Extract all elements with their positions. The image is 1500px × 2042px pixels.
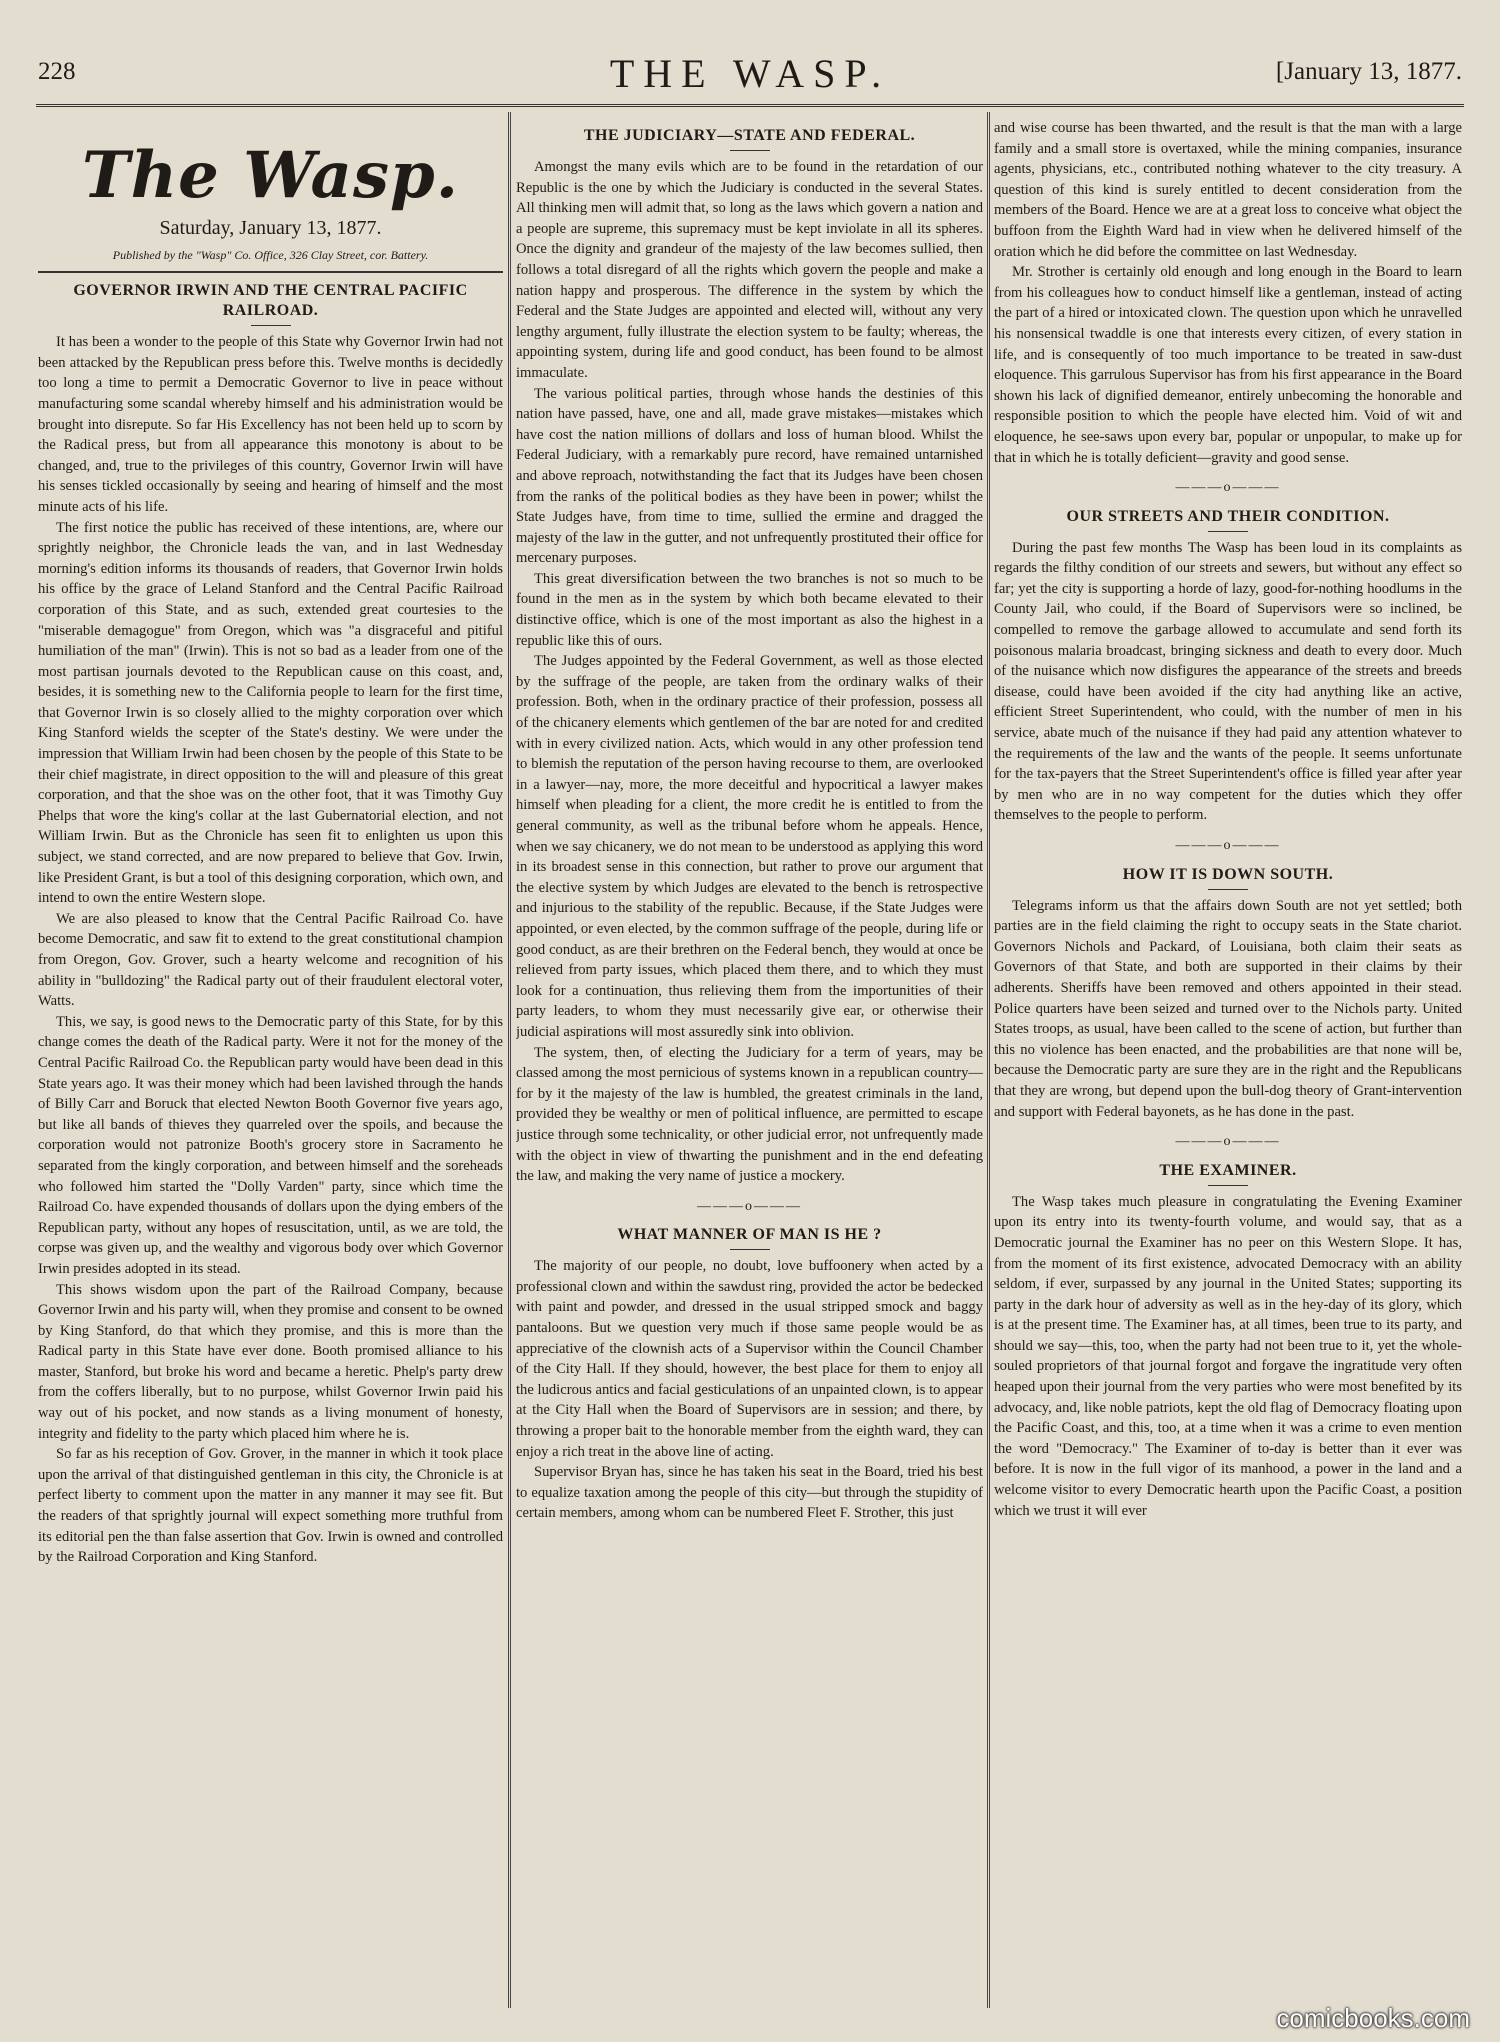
article-title: GOVERNOR IRWIN AND THE CENTRAL PACIFIC RAILROAD. [73, 282, 468, 320]
masthead: THE WASP. [609, 51, 891, 96]
paragraph: Telegrams inform us that the affairs down South are not yet settled; both parties are in the field claiming the right to occupy seats in the State chariot. Governors Nichols and Packard, of Louisiana, both claim their seats as Governors of that State, and both are supported in their claims by their adherents. Sheriffs have been removed and others appointed in their stead. Police quarters have been seized and turned over to the Nichols party. United States troops, as usual, have been called to the scene of action, but further than this no violence has been enacted, and the probabilities are that none will be, because the Democratic party are sure they are in the right and the Republicans that they are wrong, but depend upon the bull-dog theory of Grant-intervention and support with Federal bayonets, as he has done in the past. [994, 897, 1462, 1120]
paragraph: This shows wisdom upon the part of the Railroad Company, because Governor Irwin and his party will, when they promise and consent to be owned by King Stanford, do that which they promise, and this is more than the Radical party in this State have ever done. Booth promised alliance to his master, Stanford, but broke his word and became a heretic. Phelp's party drew from the coffers liberally, but to no purpose, whilst Governor Irwin paid his way out of his pocket, and now stands as a living monument of honesty, integrity and fidelity to the party which placed him where he is. [38, 1281, 503, 1442]
column-1 [38, 118, 503, 2006]
column-2 [516, 118, 983, 2006]
section-separator: ———o——— [1175, 480, 1281, 496]
article-title: WHAT MANNER OF MAN IS HE ? [617, 1226, 882, 1244]
article-title: THE JUDICIARY—STATE AND FEDERAL. [583, 127, 916, 144]
column-3 [994, 118, 1462, 2006]
paragraph: The system, then, of electing the Judiciary for a term of years, may be classed among the most pernicious of systems known in a republican country—for by it the majesty of the law is humbled, the greatest criminals in the land, provided they be wealthy or men of political influence, are permitted to escape justice through some technicality, or other judicial error, not unfrequently made with the object in view of thwarting the punishment and in the end defeating the law, and making the very name of justice a mockery. [516, 1044, 983, 1185]
paragraph: The various political parties, through whose hands the destinies of this nation have passed, have, one and all, made grave mistakes—mistakes which have cost the nation millions of dollars and loss of human blood. Whilst the Federal Judiciary, with a remarkably pure record, have remained untarnished and above reproach, notwithstanding the fact that its Judges have been chosen from the ranks of the political bodies as they have been in power; whilst the State Judges have, from time to time, sullied the ermine and dragged the majesty of the law in the gutter, and not unfrequently prostituted their office for mercenary purposes. [516, 385, 983, 567]
page-number: 228 [38, 58, 76, 85]
paragraph: We are also pleased to know that the Central Pacific Railroad Co. have become Democratic, and saw fit to extend to the great constitutional champion from Oregon, Gov. Grover, such a hearty welcome and recognition of his ability in "bulldozing" the Radical party out of their fraudulent electoral voter, Watts. [38, 910, 503, 1010]
header-date: [January 13, 1877. [1275, 58, 1462, 85]
paragraph: The Wasp takes much pleasure in congratulating the Evening Examiner upon its entry into its twenty-fourth volume, and would say, that as a Democratic journal the Examiner has no peer on this Western Slope. It has, from the moment of its first existence, advocated Democracy with an ability seldom, if ever, surpassed by any journal in the United States; supporting its party in the dark hour of adversity as well as in the hey-day of its glory, which is at the present time. The Examiner has, at all times, been true to its party, and should we say—this, too, when the party had not been true to it, yet the whole-souled proprietors of that journal forgot and forgave the ingratitude very often heaped upon their journal from the very parties who were most benefited by its advocacy, and, like noble patriots, kept the old flag of Democracy floating upon the Pacific Coast, and this, too, at a time when it was a crime to even mention the word "Democracy." The Examiner of to-day is better than it ever was before. It is now in the full vigor of its manhood, a power in the land and a welcome visitor to every Democratic hearth upon the Pacific Coast, a position which we trust it will ever [994, 1193, 1462, 1519]
divider [1208, 531, 1248, 532]
paragraph: The majority of our people, no doubt, love buffoonery when acted by a professional clown and within the sawdust ring, provided the actor be bedecked with paint and powder, and dressed in the usual stripped smock and baggy pantaloons. But we question very much if those same people would be as appreciative of the clownish acts of a Supervisor within the Council Chamber of the City Hall. If they should, however, the best place for them to enjoy all the ludicrous antics and facial gesticulations of an unpainted clown, is to appear at the City Hall when the Board of Supervisors are in session; and there, by throwing a proper bait to the honorable member from the eighth ward, they can enjoy a rich treat in the above line of acting. [516, 1258, 983, 1460]
paragraph: Amongst the many evils which are to be found in the retardation of our Republic is the one by which the Judiciary is conducted in the several States. All thinking men will admit that, so long as the laws which govern a nation and a people are supreme, this supremacy must be kept inviolate in all its spheres. Once the dignity and grandeur of the majesty of the law becomes sullied, then follows a total disregard of all the rights which govern the people and make a nation happy and prosperous. The difference in the system by which the Federal and the State Judges are appointed and elected will, without any very lengthy argument, fully illustrate the election system to be faulty; whereas, the appointing system, during life and good conduct, has been found to be almost immaculate. [516, 159, 983, 381]
newspaper-nameplate: The Wasp. [82, 138, 459, 213]
column-divider [987, 112, 990, 2008]
article-title: HOW IT IS DOWN SOUTH. [1122, 865, 1334, 883]
paragraph: Mr. Strother is certainly old enough and long enough in the Board to learn from his colleagues how to conduct himself like a gentleman, instead of acting the part of a hired or intoxicated clown. The question upon which he unravelled his nonsensical twaddle is one that interests every citizen, of every station in life, and is consequently of too much importance to be treated in saw-dust eloquence. This garrulous Supervisor has from his first appearance in the Board shown his lack of dignified demeanor, entirely unbecoming the honorable and responsible position to which the people have elected him. Void of wit and eloquence, he see-saws upon every bar, popular or unpopular, to make up for that in which he is totally deficient—gravity and good sense. [994, 264, 1462, 466]
paragraph: During the past few months The Wasp has been loud in its complaints as regards the filthy condition of our streets and sewers, but without any effect so far; yet the city is supporting a horde of lazy, good-for-nothing hoodlums in the County Jail, who could, if the Board of Supervisors were so inclined, be compelled to remove the garbage allowed to accumulate and send forth its poisonous malaria broadcast, bringing sickness and death to every door. Much of the nuisance which now disfigures the appearance of the streets and breeds disease, could have been avoided if the city had anything like an active, efficient Street Superintendent, who could, with the number of men in his service, abate much of the nuisance if they had paid any attention whatever to the requirements of the law and the wants of the people. It seems unfortunate for the tax-payers that the Street Superintendent's office is filled year after year by men who are in no way competent for the duties which they offer themselves to the people to perform. [994, 539, 1462, 824]
paragraph: This great diversification between the two branches is not so much to be found in the men as in the system by which both became elevated to their distinctive office, which is one of the most important as also the highest in a republic like this of ours. [516, 570, 983, 649]
nameplate-date: Saturday, January 13, 1877. [159, 217, 382, 239]
section-separator: ———o——— [1175, 1134, 1281, 1150]
divider [1208, 889, 1248, 890]
section-separator: ———o——— [697, 1198, 802, 1214]
page-header [0, 0, 1500, 98]
section-separator: ———o——— [1175, 838, 1281, 853]
divider [38, 271, 503, 273]
paragraph: and wise course has been thwarted, and the result is that the man with a large family and a small store is overtaxed, while the mining companies, insurance agents, physicians, etc., contributed nothing whatever to the city treasury. A question of this kind is surely entitled to decent consideration from the members of the Board. Hence we are at a great loss to conceive what object the buffoon from the Eighth Ward had in view when he delivered himself of the oration which he did before the committee on last Wednesday. [994, 120, 1462, 260]
paragraph: Supervisor Bryan has, since he has taken his seat in the Board, tried his best to equalize taxation among the people of this city—but through the stupidity of certain members, among whom can be numbered Fleet F. Strother, this just [516, 1464, 983, 1522]
divider [730, 1249, 770, 1250]
divider [1208, 1185, 1248, 1186]
publisher-line: Published by the "Wasp" Co. Office, 326 Clay Street, cor. Battery. [112, 247, 429, 262]
paragraph: It has been a wonder to the people of this State why Governor Irwin had not been attacked by the Republican press before this. Twelve months is decidedly too long a time to permit a Democratic Governor to live in peace without manufacturing some scandal whereby himself and his administration would be brought into disrepute. So far His Excellency has not been held up to scorn by the Radical press, but from all appearance this monotony is about to be changed, and, true to the privileges of this country, Governor Irwin will have his senses tickled occasionally by seeing and hearing of himself and the most minute acts of his life. [38, 334, 503, 515]
divider [251, 325, 291, 326]
watermark: comicbooks.com [1276, 2003, 1470, 2033]
paragraph: So far as his reception of Gov. Grover, in the manner in which it took place upon the arrival of that distinguished gentleman in this city, the Chronicle is at perfect liberty to comment upon the matter in any manner it may see fit. But the readers of that sprightly journal will expect something more truthful from its editorial pen the than false assertion that Gov. Irwin is owned and controlled by the Railroad Corporation and King Stanford. [38, 1446, 503, 1566]
paragraph: The Judges appointed by the Federal Government, as well as those elected by the suffrage of the people, are taken from the ordinary walks of their profession. Both, when in the ordinary practice of their profession, possess all of the chicanery elements which gentlemen of the bar are noted for and credited with in every civilized nation. Acts, which would in any other profession tend to blemish the reputation of the person having recourse to them, are overlooked in a lawyer—nay, more, the more deceitful and hypocritical a lawyer makes himself when pleading for a client, the more credit he is entitled to from the general community, as well as the tribunal before whom he appeals. Hence, when we say chicanery, we do not mean to be understood as applying this word in its broadest sense in this connection, but rather to prove our argument that the elective system by which Judges are elevated to the bench is retrospective and injurious to the stability of the republic. Because, if the State Judges were appointed, or even elected, by the common suffrage of the people, during life or good conduct, as are their brethren on the Federal bench, they would at once be relieved from party issues, which placed them there, and to which they must look for a continuation, thus relieving them from the importunities of their party leaders, to whom they must necessarily give ear, or otherwise their judicial aspirations will most assuredly sink into oblivion. [516, 653, 983, 1040]
article-title: THE EXAMINER. [1159, 1161, 1297, 1179]
column-divider [508, 112, 511, 2008]
article-title: OUR STREETS AND THEIR CONDITION. [1066, 507, 1390, 525]
paragraph: The first notice the public has received of these intentions, are, where our sprightly neighbor, the Chronicle leads the van, and in last Wednesday morning's edition informs its thousands of readers, that Governor Irwin holds his office by the grace of Leland Stanford and the Central Pacific Railroad corporation of this State, and as such, extended great courtesies to the "miserable demagogue" from Oregon, which was "a disgraceful and pitiful humiliation of the man" (Irwin). This is not so bad as a leader from one of the most partisan journals devoted to the Republican cause on this coast, and, besides, it is something new to the California people to learn for the first time, that Governor Irwin is so closely allied to the mighty corporation over which King Stanford wields the scepter of the State's destiny. We were under the impression that William Irwin had been chosen by the people of this State to be their chief magistrate, in direct opposition to the will and pleasure of this great corporation, and that the shoe was on the other foot, that it was Timothy Guy Phelps that wore the king's collar at the last Gubernatorial election, and not William Irwin. But as the Chronicle has seen fit to enlighten us upon this subject, we stand corrected, and are now prepared to believe that Gov. Irwin, like President Grant, is but a tool of this designing corporation, which own, and intend to own the entire Western slope. [38, 519, 503, 907]
header-rule [36, 104, 1464, 107]
paragraph: This, we say, is good news to the Democratic party of this State, for by this change comes the death of the Radical party. Were it not for the money of the Central Pacific Railroad Co. the Republican party would have been dead in this State years ago. It was their money which had been lavished through the hands of Billy Carr and Boruck that elected Newton Booth Governor five years ago, but like all bands of thieves they quarreled over the spoils, and because the corporation would not patronize Booth's grocery store in Sacramento he separated from the kingly corporation, and between himself and the soreheads who followed him started the "Dolly Varden" party, since which time the Railroad Co. have expended thousands of dollars upon the dying embers of the Republican party, without any hopes of resuscitation, until, as we are told, the corpse was given up, and the wealthy and vigorous body over which Governor Irwin presides adopted in its stead. [38, 1013, 503, 1277]
divider [730, 150, 770, 151]
